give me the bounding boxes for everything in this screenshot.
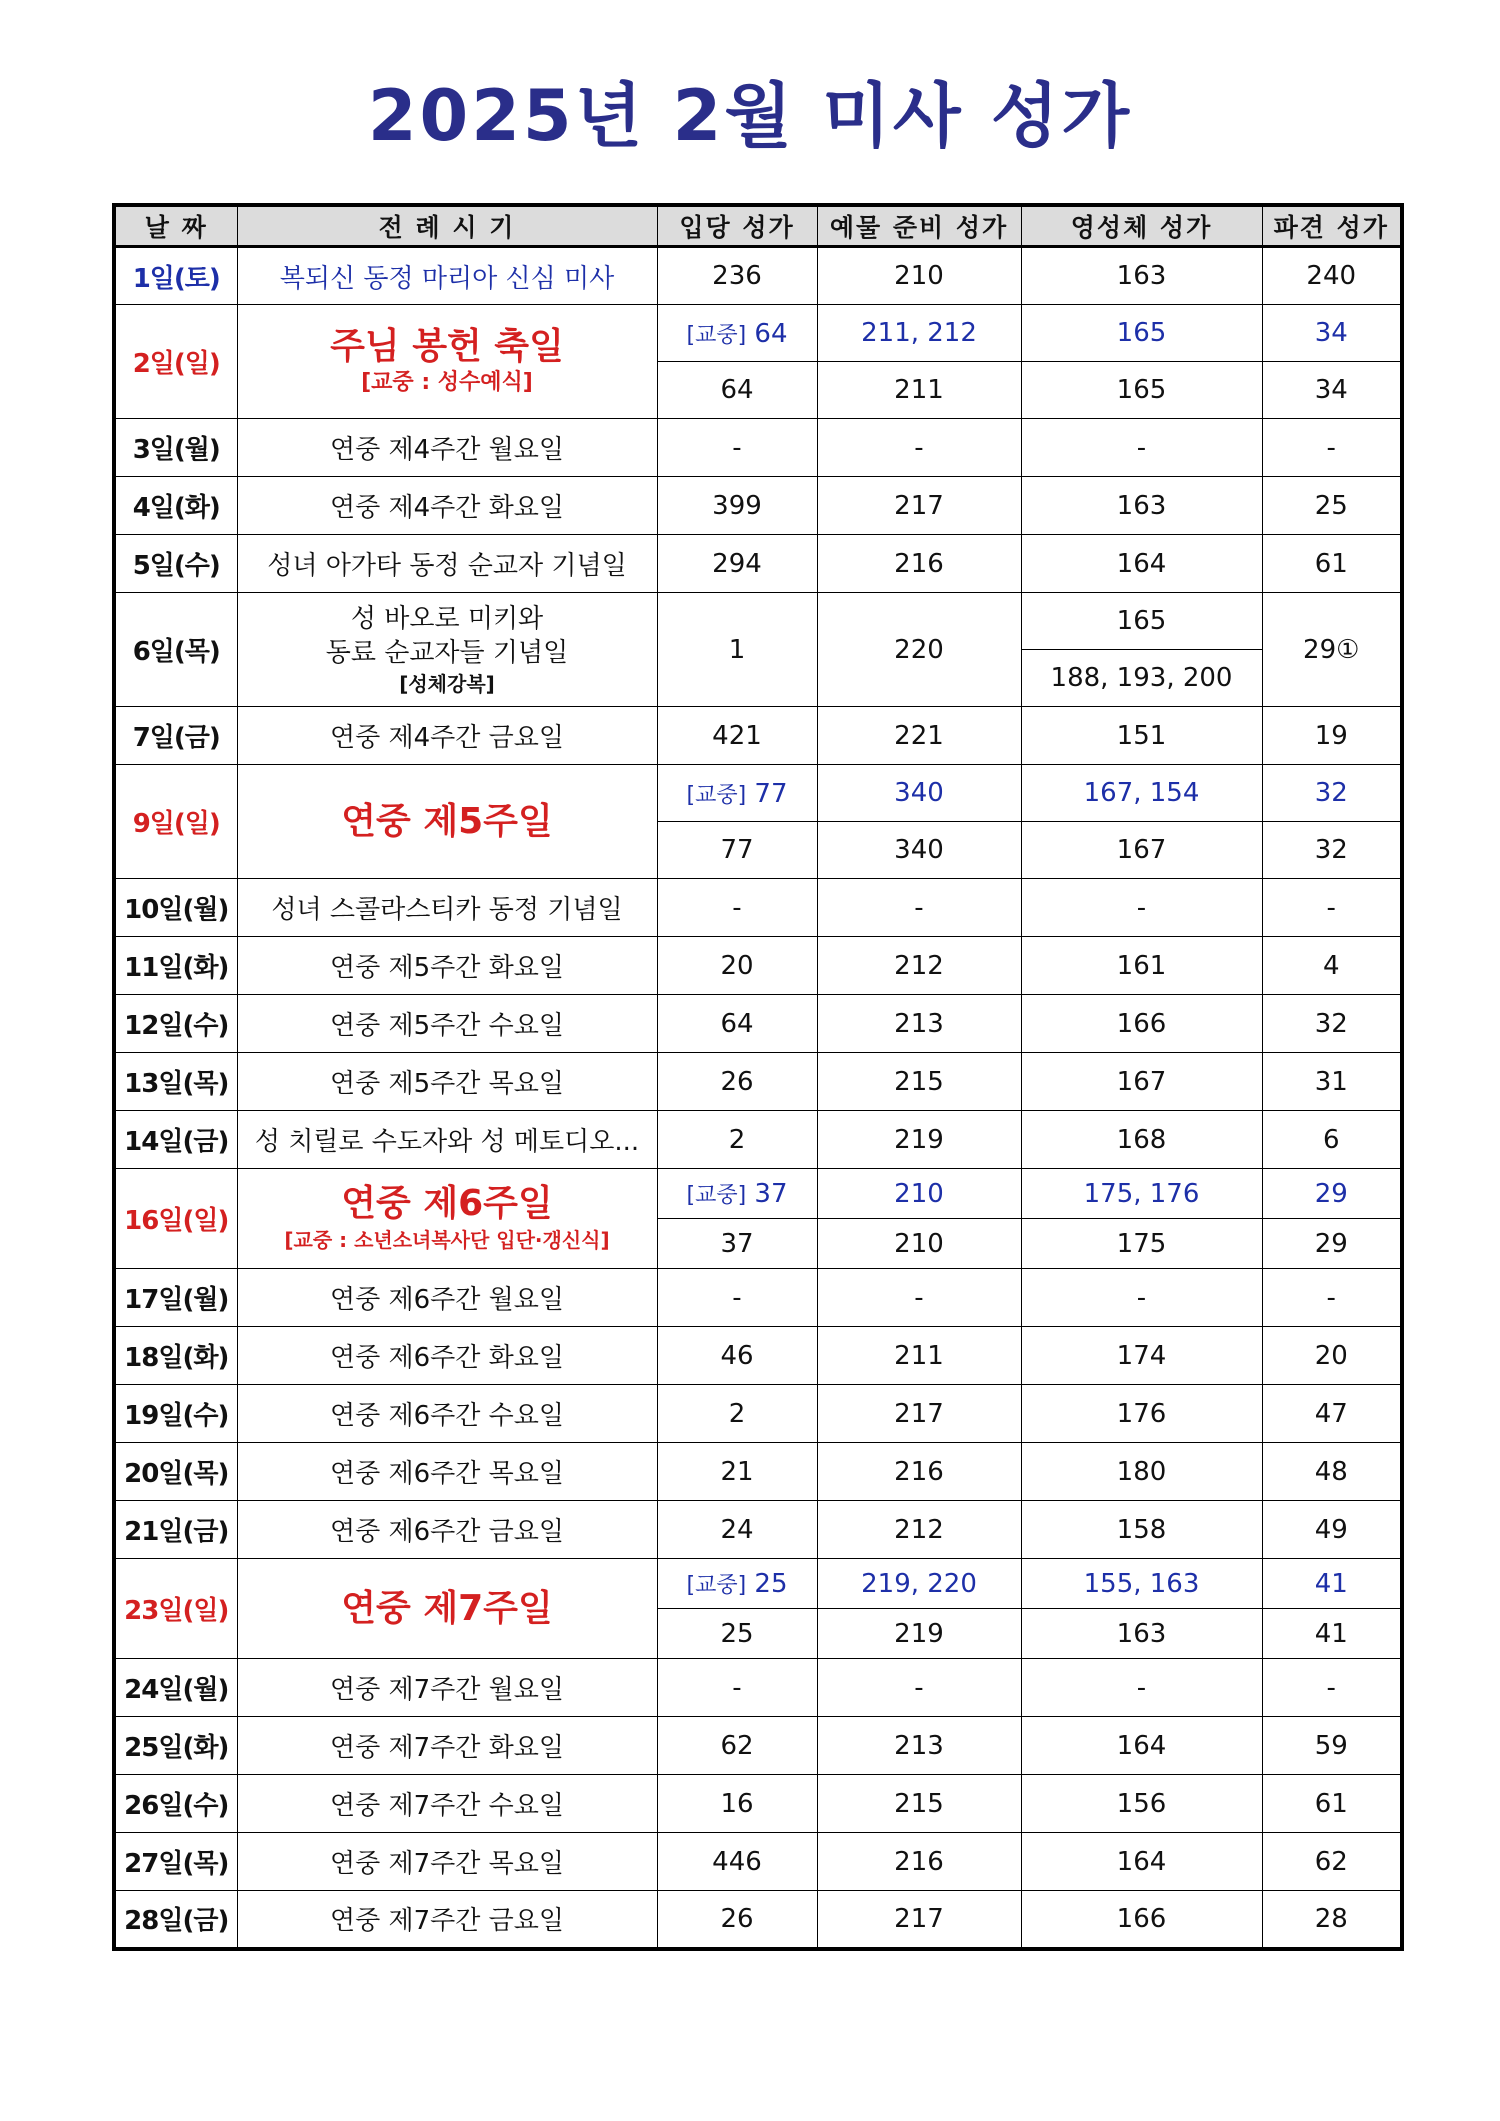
dismissal-cell: 32	[1262, 822, 1402, 879]
communion-cell: 175	[1021, 1219, 1262, 1269]
liturgy-cell: 연중 제6주간 목요일	[237, 1443, 657, 1501]
gyojung-tag: [교중]	[686, 1573, 747, 1598]
table-row-gyojung	[114, 1559, 1402, 1609]
liturgy-cell: 연중 제5주간 수요일	[237, 995, 657, 1053]
liturgy-cell	[237, 1169, 657, 1269]
entrance-cell: 77	[657, 822, 817, 879]
sunday-name: 연중 제6주일	[341, 1182, 553, 1224]
offertory-cell: 219	[817, 1609, 1021, 1659]
dismissal-cell: 20	[1262, 1327, 1402, 1385]
communion-cell: 174	[1021, 1327, 1262, 1385]
table-row	[114, 937, 1402, 995]
communion-cell: 163	[1021, 247, 1262, 305]
table-row	[114, 879, 1402, 937]
liturgy-cell: 연중 제4주간 월요일	[237, 419, 657, 477]
communion-cell: -	[1021, 879, 1262, 937]
header-communion-hymn: 영성체 성가	[1021, 205, 1262, 247]
entrance-cell: 421	[657, 707, 817, 765]
communion-cell: 168	[1021, 1111, 1262, 1169]
entrance-cell: 24	[657, 1501, 817, 1559]
date-cell: 5일(수)	[114, 535, 237, 593]
liturgy-cell: 연중 제7주간 수요일	[237, 1775, 657, 1833]
liturgy-cell: 성녀 스콜라스티카 동정 기념일	[237, 879, 657, 937]
gyojung-tag: [교중]	[686, 1183, 747, 1208]
table-row	[114, 1501, 1402, 1559]
header-dismissal-hymn: 파견 성가	[1262, 205, 1402, 247]
communion-cell: 151	[1021, 707, 1262, 765]
dismissal-cell: 32	[1262, 995, 1402, 1053]
dismissal-cell: 34	[1262, 362, 1402, 419]
offertory-cell: 215	[817, 1775, 1021, 1833]
date-cell: 27일(목)	[114, 1833, 237, 1891]
communion-cell: 180	[1021, 1443, 1262, 1501]
sunday-note: [교중 : 소년소녀복사단 입단·갱신식]	[284, 1227, 610, 1252]
date-cell: 18일(화)	[114, 1327, 237, 1385]
date-cell: 10일(월)	[114, 879, 237, 937]
communion-cell: 163	[1021, 477, 1262, 535]
gyojung-entrance-cell	[657, 305, 817, 362]
entrance-cell: 2	[657, 1385, 817, 1443]
entrance-cell: 16	[657, 1775, 817, 1833]
communion-cell: 158	[1021, 1501, 1262, 1559]
communion-cell-top: 165	[1021, 593, 1262, 650]
date-cell: 4일(화)	[114, 477, 237, 535]
date-cell: 14일(금)	[114, 1111, 237, 1169]
feast-note: [교중 : 성수예식]	[361, 369, 533, 395]
communion-cell: 165	[1021, 362, 1262, 419]
hymn-schedule-table	[112, 203, 1404, 1951]
gyojung-dismissal-cell: 29	[1262, 1169, 1402, 1219]
entrance-cell: 64	[657, 362, 817, 419]
table-row	[114, 1775, 1402, 1833]
dismissal-cell: -	[1262, 879, 1402, 937]
memorial-name-line2: 동료 순교자들 기념일	[325, 637, 569, 668]
gyojung-entrance-value: 25	[754, 1569, 788, 1599]
liturgy-cell	[237, 765, 657, 879]
table-row-gyojung	[114, 1169, 1402, 1219]
gyojung-dismissal-cell: 32	[1262, 765, 1402, 822]
liturgy-cell: 연중 제5주간 화요일	[237, 937, 657, 995]
table-row	[114, 1717, 1402, 1775]
table-row	[114, 593, 1402, 650]
date-cell: 7일(금)	[114, 707, 237, 765]
communion-cell: 167	[1021, 822, 1262, 879]
communion-cell: 164	[1021, 1717, 1262, 1775]
liturgy-cell	[237, 1559, 657, 1659]
dismissal-cell: 25	[1262, 477, 1402, 535]
entrance-cell: 37	[657, 1219, 817, 1269]
dismissal-cell: 29	[1262, 1219, 1402, 1269]
offertory-cell: 216	[817, 1833, 1021, 1891]
offertory-cell: 212	[817, 937, 1021, 995]
dismissal-cell: 62	[1262, 1833, 1402, 1891]
gyojung-entrance-cell	[657, 1169, 817, 1219]
liturgy-cell	[237, 593, 657, 707]
dismissal-cell: 240	[1262, 247, 1402, 305]
liturgy-cell: 연중 제7주간 금요일	[237, 1891, 657, 1949]
liturgy-cell: 성 치릴로 수도자와 성 메토디오...	[237, 1111, 657, 1169]
table-row	[114, 247, 1402, 305]
sunday-name: 연중 제7주일	[341, 1587, 553, 1629]
entrance-cell: 21	[657, 1443, 817, 1501]
table-row	[114, 1385, 1402, 1443]
liturgy-cell: 연중 제7주간 화요일	[237, 1717, 657, 1775]
offertory-cell: 210	[817, 247, 1021, 305]
entrance-cell: -	[657, 879, 817, 937]
offertory-cell: 211	[817, 1327, 1021, 1385]
gyojung-entrance-value: 64	[754, 318, 788, 349]
memorial-note: [성체강복]	[399, 671, 495, 696]
dismissal-cell: 28	[1262, 1891, 1402, 1949]
date-cell: 2일(일)	[114, 305, 237, 419]
offertory-cell: 210	[817, 1219, 1021, 1269]
date-cell: 1일(토)	[114, 247, 237, 305]
page-title: 2025년 2월 미사 성가	[367, 75, 1133, 157]
date-cell: 21일(금)	[114, 1501, 237, 1559]
communion-cell: 156	[1021, 1775, 1262, 1833]
date-cell: 28일(금)	[114, 1891, 237, 1949]
header-entrance-hymn: 입당 성가	[657, 205, 817, 247]
gyojung-offertory-cell: 210	[817, 1169, 1021, 1219]
table-header-row	[114, 205, 1402, 247]
dismissal-cell: 4	[1262, 937, 1402, 995]
offertory-cell: 219	[817, 1111, 1021, 1169]
date-cell: 24일(월)	[114, 1659, 237, 1717]
gyojung-communion-cell: 167, 154	[1021, 765, 1262, 822]
gyojung-offertory-cell: 340	[817, 765, 1021, 822]
dismissal-cell: 48	[1262, 1443, 1402, 1501]
offertory-cell: 215	[817, 1053, 1021, 1111]
gyojung-offertory-cell: 211, 212	[817, 305, 1021, 362]
date-cell: 9일(일)	[114, 765, 237, 879]
entrance-cell: 26	[657, 1053, 817, 1111]
communion-cell: 164	[1021, 535, 1262, 593]
gyojung-dismissal-cell: 34	[1262, 305, 1402, 362]
liturgy-cell: 연중 제6주간 월요일	[237, 1269, 657, 1327]
offertory-cell: 212	[817, 1501, 1021, 1559]
dismissal-cell: 19	[1262, 707, 1402, 765]
date-cell: 17일(월)	[114, 1269, 237, 1327]
communion-cell: -	[1021, 419, 1262, 477]
table-row	[114, 1443, 1402, 1501]
entrance-cell: 446	[657, 1833, 817, 1891]
communion-cell: -	[1021, 1659, 1262, 1717]
gyojung-communion-cell: 165	[1021, 305, 1262, 362]
communion-cell-bottom: 188, 193, 200	[1021, 650, 1262, 707]
offertory-cell: 217	[817, 1891, 1021, 1949]
date-cell: 26일(수)	[114, 1775, 237, 1833]
table-row-gyojung	[114, 305, 1402, 362]
entrance-cell: 2	[657, 1111, 817, 1169]
gyojung-communion-cell: 175, 176	[1021, 1169, 1262, 1219]
gyojung-dismissal-cell: 41	[1262, 1559, 1402, 1609]
gyojung-entrance-value: 77	[754, 778, 788, 809]
offertory-cell: 220	[817, 593, 1021, 707]
entrance-cell: 26	[657, 1891, 817, 1949]
table-row	[114, 535, 1402, 593]
date-cell: 3일(월)	[114, 419, 237, 477]
dismissal-cell: 61	[1262, 535, 1402, 593]
offertory-cell: 217	[817, 1385, 1021, 1443]
entrance-cell: 1	[657, 593, 817, 707]
gyojung-offertory-cell: 219, 220	[817, 1559, 1021, 1609]
table-row	[114, 1659, 1402, 1717]
memorial-name-line1: 성 바오로 미키와	[350, 603, 544, 634]
entrance-cell: 25	[657, 1609, 817, 1659]
liturgy-cell: 연중 제7주간 목요일	[237, 1833, 657, 1891]
dismissal-cell: 6	[1262, 1111, 1402, 1169]
table-row	[114, 1327, 1402, 1385]
gyojung-tag: [교중]	[686, 782, 747, 808]
offertory-cell: 216	[817, 535, 1021, 593]
communion-cell: -	[1021, 1269, 1262, 1327]
liturgy-cell: 연중 제6주간 수요일	[237, 1385, 657, 1443]
dismissal-cell: -	[1262, 1269, 1402, 1327]
communion-cell: 161	[1021, 937, 1262, 995]
gyojung-tag: [교중]	[686, 322, 747, 348]
gyojung-entrance-value: 37	[754, 1179, 788, 1209]
date-cell: 6일(목)	[114, 593, 237, 707]
communion-cell: 176	[1021, 1385, 1262, 1443]
communion-cell: 164	[1021, 1833, 1262, 1891]
gyojung-entrance-cell	[657, 765, 817, 822]
entrance-cell: 46	[657, 1327, 817, 1385]
date-cell: 16일(일)	[114, 1169, 237, 1269]
date-cell: 13일(목)	[114, 1053, 237, 1111]
offertory-cell: 213	[817, 995, 1021, 1053]
date-cell: 19일(수)	[114, 1385, 237, 1443]
date-cell: 12일(수)	[114, 995, 237, 1053]
dismissal-cell: 41	[1262, 1609, 1402, 1659]
liturgy-cell: 연중 제6주간 금요일	[237, 1501, 657, 1559]
offertory-cell: 211	[817, 362, 1021, 419]
offertory-cell: 213	[817, 1717, 1021, 1775]
communion-cell: 166	[1021, 995, 1262, 1053]
gyojung-entrance-cell	[657, 1559, 817, 1609]
offertory-cell: 221	[817, 707, 1021, 765]
header-offertory-hymn: 예물 준비 성가	[817, 205, 1021, 247]
table-row	[114, 1833, 1402, 1891]
liturgy-cell: 연중 제4주간 금요일	[237, 707, 657, 765]
offertory-cell: 216	[817, 1443, 1021, 1501]
feast-name: 주님 봉헌 축일	[330, 325, 564, 367]
entrance-cell: 399	[657, 477, 817, 535]
dismissal-cell: 47	[1262, 1385, 1402, 1443]
header-date: 날 짜	[114, 205, 237, 247]
header-liturgical-season: 전 례 시 기	[237, 205, 657, 247]
entrance-cell: 236	[657, 247, 817, 305]
table-row	[114, 1111, 1402, 1169]
table-row-gyojung	[114, 765, 1402, 822]
liturgy-cell	[237, 305, 657, 419]
date-cell: 20일(목)	[114, 1443, 237, 1501]
offertory-cell: -	[817, 1269, 1021, 1327]
offertory-cell: -	[817, 879, 1021, 937]
table-row	[114, 707, 1402, 765]
liturgy-cell: 성녀 아가타 동정 순교자 기념일	[237, 535, 657, 593]
liturgy-cell: 연중 제5주간 목요일	[237, 1053, 657, 1111]
date-cell: 23일(일)	[114, 1559, 237, 1659]
table-row	[114, 477, 1402, 535]
table-row	[114, 419, 1402, 477]
dismissal-cell: -	[1262, 419, 1402, 477]
table-row	[114, 1891, 1402, 1949]
entrance-cell: 62	[657, 1717, 817, 1775]
liturgy-cell: 복되신 동정 마리아 신심 미사	[237, 247, 657, 305]
date-cell: 25일(화)	[114, 1717, 237, 1775]
liturgy-cell: 연중 제4주간 화요일	[237, 477, 657, 535]
dismissal-cell: -	[1262, 1659, 1402, 1717]
offertory-cell: -	[817, 1659, 1021, 1717]
offertory-cell: 217	[817, 477, 1021, 535]
communion-cell: 167	[1021, 1053, 1262, 1111]
communion-cell: 163	[1021, 1609, 1262, 1659]
dismissal-cell: 61	[1262, 1775, 1402, 1833]
offertory-cell: 340	[817, 822, 1021, 879]
entrance-cell: 64	[657, 995, 817, 1053]
offertory-cell: -	[817, 419, 1021, 477]
table-row	[114, 1053, 1402, 1111]
liturgy-cell: 연중 제7주간 월요일	[237, 1659, 657, 1717]
gyojung-communion-cell: 155, 163	[1021, 1559, 1262, 1609]
entrance-cell: -	[657, 1269, 817, 1327]
entrance-cell: -	[657, 1659, 817, 1717]
dismissal-cell: 29①	[1262, 593, 1402, 707]
entrance-cell: 294	[657, 535, 817, 593]
date-cell: 11일(화)	[114, 937, 237, 995]
entrance-cell: 20	[657, 937, 817, 995]
liturgy-cell: 연중 제6주간 화요일	[237, 1327, 657, 1385]
table-row	[114, 995, 1402, 1053]
table-row	[114, 1269, 1402, 1327]
communion-cell: 166	[1021, 1891, 1262, 1949]
entrance-cell: -	[657, 419, 817, 477]
dismissal-cell: 59	[1262, 1717, 1402, 1775]
dismissal-cell: 49	[1262, 1501, 1402, 1559]
dismissal-cell: 31	[1262, 1053, 1402, 1111]
sunday-name: 연중 제5주일	[341, 800, 553, 842]
